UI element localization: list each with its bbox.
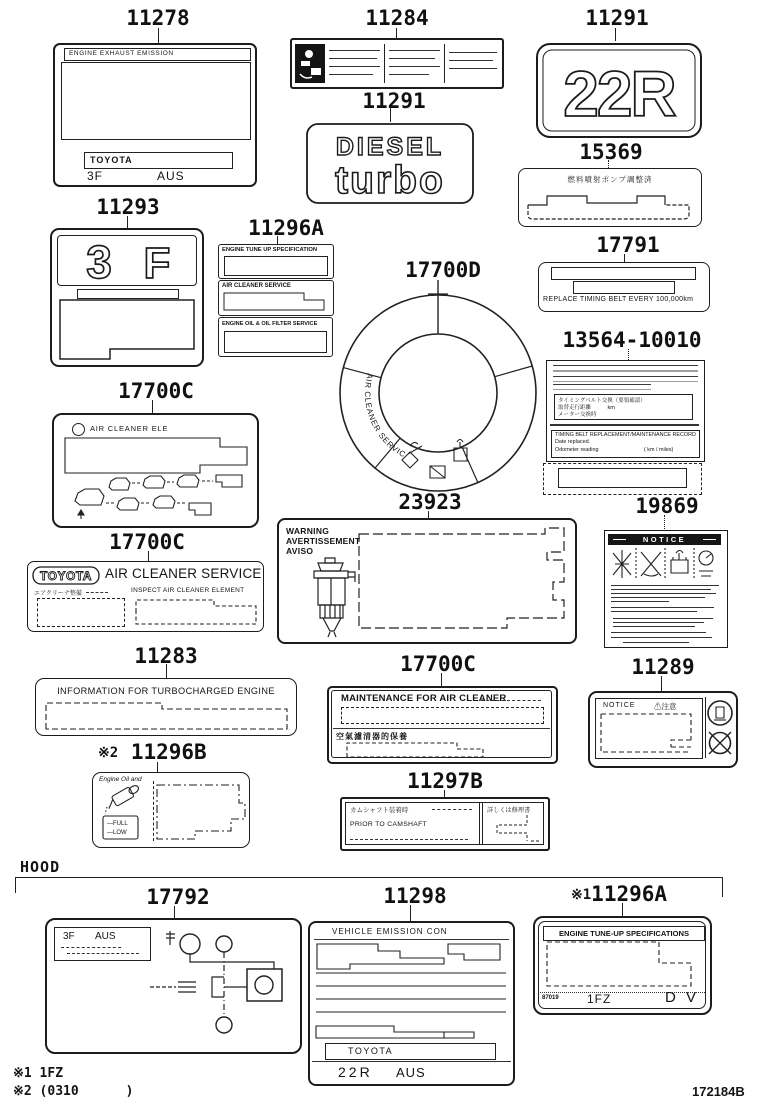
oil-can-icon [99,785,149,843]
line-art [134,598,259,626]
footnote-prefix: ※2 [98,745,119,761]
label-exhaust-emission [53,43,257,187]
label-notice-caution [588,691,738,768]
maintenance-title: MAINTENANCE FOR AIR CLEANER [341,693,507,704]
avertissement-text: AVERTISSEMENT [286,536,361,546]
header-bar [64,48,251,61]
inner-panel [595,698,703,759]
stack-box-1 [218,244,334,279]
label-hood-emission [45,918,302,1054]
line-art [44,699,290,731]
footnote-1: ※1 1FZ [13,1066,64,1081]
hood-bracket-tick [15,877,16,893]
text-line [611,593,716,594]
stack-box-3 [218,317,333,357]
part-number-11296A: 11296A [248,216,324,240]
market-code: AUS [95,931,116,942]
part-number-23923: 23923 [398,490,462,514]
line-art [52,230,202,365]
jp-line: 取替走行距離 km [558,405,615,411]
hood-section-title: HOOD [20,858,61,876]
label-timing-belt [538,262,710,312]
text-area-outline [357,526,569,636]
leader-line [157,762,158,772]
column-divider [444,44,445,83]
line-art [219,281,333,315]
inner-box [61,62,251,140]
label-cleaner-service [27,561,264,632]
text-line [613,618,713,619]
part-number-11296B: ※2 11296B [98,740,207,764]
footnote-2: ※2 (0310 ) [13,1084,134,1099]
text-line [449,68,497,69]
caution-pictograms [706,698,734,760]
hood-bracket-tick [722,877,723,897]
leader-line [410,905,411,921]
line-art [543,940,705,992]
leader-line [152,400,153,413]
inner-box [224,256,328,276]
vacuum-routing-art [142,925,297,1047]
leader-line [628,349,629,360]
divider [333,728,550,729]
leader-line [148,551,149,561]
maintenance-cjk: 空氣濾清器的保養 [336,732,408,741]
warning-pictograms [608,547,721,581]
leader-line [622,903,623,916]
part-number-17700C-maint: 17700C [400,652,476,676]
tune-up-header: ENGINE TUNE-UP SPECIFICATIONS [558,929,690,938]
text-line [329,74,373,75]
toyota-logo-text: TOYOTA [40,569,92,583]
text-line [329,58,377,59]
caution-right: ⚠注意 [654,702,677,711]
part-number-11291-diesel: 11291 [362,89,426,113]
label-air-cleaner-ring [326,271,550,500]
stack-box-3-title: ENGINE OIL & OIL FILTER SERVICE [222,321,318,327]
text-line [611,585,719,586]
label-belt-record [546,360,705,462]
turbo-info-title: INFORMATION FOR TURBOCHARGED ENGINE [57,686,275,696]
divider [153,781,154,841]
label-diesel-turbo [305,122,475,205]
doc-id: 172184B [692,1084,745,1099]
inner-box [37,598,125,627]
leader-line [158,28,159,43]
text-line [553,365,698,382]
timing-belt-text: REPLACE TIMING BELT EVERY 100,000km [543,296,694,303]
leader-line [661,676,662,691]
part-number-11298: 11298 [383,884,447,908]
panel-divider [479,803,480,845]
brand-text: TOYOTA [90,155,133,165]
leader-line [428,511,429,518]
low-mark: —LOW [107,830,127,836]
en-line: Odometer reading [555,447,599,453]
column-divider [384,44,385,83]
text-line [389,66,440,67]
text-line [611,607,714,608]
camshaft-en: PRIOR TO CAMSHAFT [350,821,427,828]
line-art [525,191,695,223]
text-line [611,632,706,633]
svg-text:AIR CLEANER SERVICE [327,271,408,459]
notice-left: NOTICE [603,702,636,709]
market-code: AUS [157,169,185,183]
text-line [449,60,493,61]
spec-code: 87019 [542,995,559,1001]
footnote-prefix: ※1 [571,887,592,903]
en-line: TIMING BELT REPLACEMENT/MAINTENANCE RECORD [555,432,696,438]
camshaft-jp: カムシャフト装着時 [350,807,409,814]
valve-code: D V [665,989,700,1006]
label-vehicle-emission [308,921,515,1086]
inner-box [573,281,675,294]
jp-line: メーター交換時 [558,412,597,418]
market-code: AUS [396,1065,426,1080]
label-engine-oil [92,772,250,848]
aviso-text: AVISO [286,546,314,556]
text-line [623,642,689,643]
engine-code: 3F [63,931,75,942]
text-line [611,637,712,638]
divider [550,424,699,426]
notice-header: NOTICE [642,535,687,544]
part-number-11284: 11284 [365,6,429,30]
line-art [314,940,509,1044]
text-line [553,384,651,390]
inner-box [224,331,327,353]
engine-code: 3F [87,169,104,183]
part-number-11283: 11283 [134,644,198,668]
text-line [86,592,108,593]
engine-code: 22R [338,1064,373,1080]
text-line [611,589,711,590]
part-number-17700C-service: 17700C [109,530,185,554]
inner-box [54,927,151,961]
part-number-11291-badge: 11291 [585,6,649,30]
part-number-17700C-element: 17700C [118,379,194,403]
jp-line: タイミングベルト交換（要領確認） [558,398,646,404]
label-camshaft [340,797,550,851]
brand-bar [84,152,233,169]
record-box-en [551,430,700,458]
en-line: Date replaced. [555,439,591,445]
part-number-17791: 17791 [596,233,660,257]
turbo-text: turbo [335,159,445,202]
ring-arc-text: AIR CLEANER SERVICE [326,271,408,460]
char-f: F [143,239,171,288]
line-art [485,813,543,845]
leader-line [615,28,616,41]
header-bar [543,926,705,941]
text-line [67,953,139,954]
label-caution-strip [290,38,504,89]
label-22r-badge [535,42,703,139]
inner-box [551,267,696,280]
en-line: ( km / miles) [644,447,674,453]
record-box-jp [554,394,693,420]
part-number-17700D: 17700D [405,258,481,282]
label-fuel-warning [277,518,577,644]
engine-badge-text: 22R [563,58,675,130]
leader-line [441,673,442,686]
text-line [329,66,380,67]
element-header: AIR CLEANER ELE [90,424,169,433]
diesel-text: DIESEL [335,133,445,161]
leader-line [664,515,665,529]
leader-line [396,28,397,38]
brand-text: TOYOTA [348,1046,394,1056]
parts-flow-art [69,473,249,523]
text-line [611,597,705,598]
engine-oil-header: Engine Oil and [99,776,142,783]
divider [312,1061,511,1062]
camshaft-jp-right: 詳しくは修理書 [487,807,531,814]
part-number-17792: 17792 [146,885,210,909]
text-line [389,58,435,59]
inner-box [558,468,687,488]
label-cleaner-element [52,413,259,528]
warning-text: WARNING [286,526,330,536]
part-number-11289: 11289 [631,655,695,679]
full-mark: —FULL [107,821,128,827]
line-art [155,779,247,843]
stack-box-1-title: ENGINE TUNE UP SPECIFICATION [222,247,318,253]
text-line [481,700,541,701]
brand-bar [325,1043,496,1060]
part-number-19869: 19869 [635,494,699,518]
label-turbo-info [35,678,297,736]
text-line [611,611,697,612]
panel-divider [482,803,483,845]
text-line [350,839,468,840]
jp-notice-text: 燃料噴射ポンプ調整済 [567,175,653,184]
leader-line [174,906,175,918]
leader-line [127,216,128,228]
part-number-11296A-hood: ※111296A [571,882,668,906]
text-line [611,601,669,602]
stack-box-2-title: AIR CLEANER SERVICE [222,283,291,289]
char-3: 3 [86,236,112,288]
label-cleaner-maintenance [327,686,558,764]
leader-line [390,108,391,122]
label-service-stack [217,243,333,357]
hood-bracket-line [15,877,723,878]
label-header-text: ENGINE EXHAUST EMISSION [69,50,174,57]
service-sub-left: エアクリーナ整備 [34,591,82,597]
label-tune-up-specs [533,916,712,1015]
text-line [389,74,429,75]
part-number-11278: 11278 [126,6,190,30]
line-art [599,712,699,756]
part-number-15369: 15369 [579,140,643,164]
notice-band [608,534,721,545]
inner-box [341,707,544,724]
fuel-filter-icon [301,558,357,638]
band-dash [703,539,716,540]
stack-box-2 [218,280,334,316]
engine-pictogram [295,44,327,84]
part-number-13564: 13564-10010 [562,328,702,352]
leader-line [608,160,609,168]
record-footer-box [543,463,702,495]
text-line [613,622,704,623]
service-sub-right: INSPECT AIR CLEANER ELEMENT [131,587,245,594]
line-art [345,741,487,759]
label-engine-3f [50,228,204,367]
band-dash [613,539,626,540]
toyota-logo [32,566,100,585]
text-line [389,50,440,51]
leader-line [444,790,445,797]
text-line [329,50,380,51]
text-line [449,52,497,53]
engine-code: 1FZ [587,992,612,1006]
text-line [61,947,121,948]
part-number-11293: 11293 [96,195,160,219]
part-number-11297B: 11297B [407,769,483,793]
label-battery-notice [604,530,728,648]
leader-line [166,664,167,678]
text-line [432,809,472,810]
service-title: AIR CLEANER SERVICE [105,566,262,581]
emission-header: VEHICLE EMISSION CON [332,927,448,936]
label-pump-notice [518,168,702,227]
text-line [613,626,695,627]
leader-line [624,254,625,262]
